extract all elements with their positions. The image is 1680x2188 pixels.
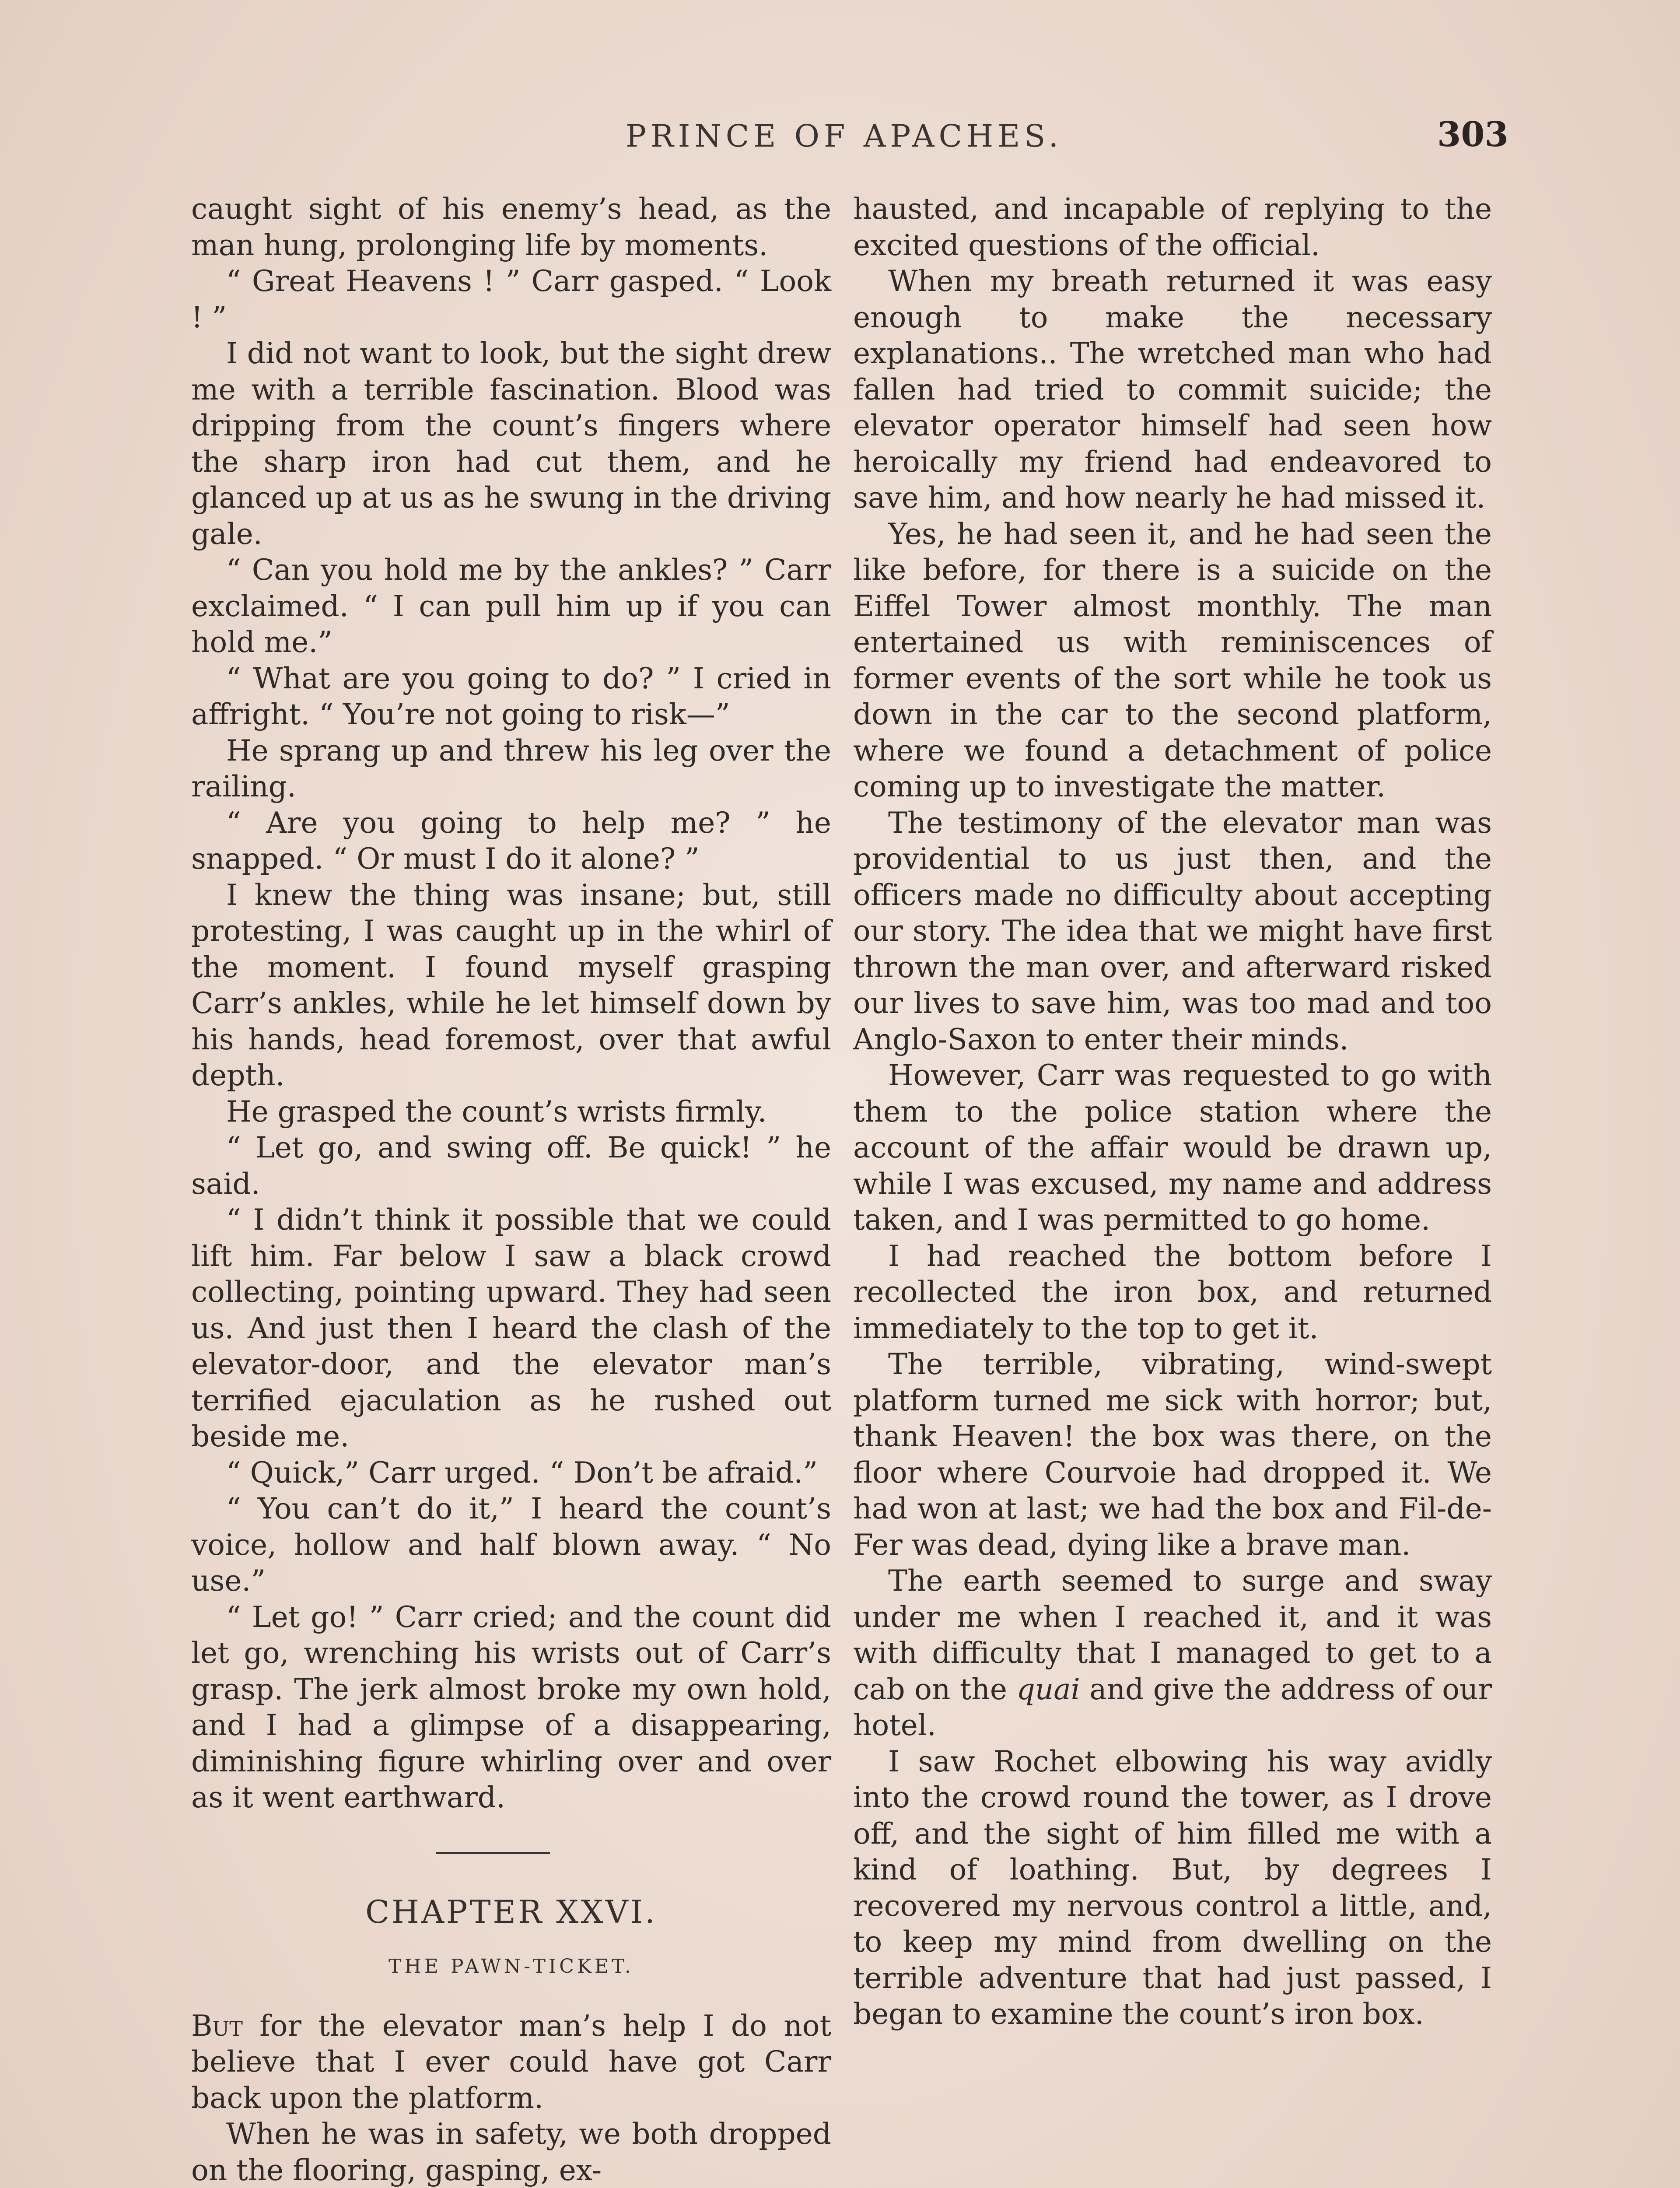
paragraph: “ I didn’t think it possible that we could lift him. Far below I saw a black crowd collecting, pointing upward. They had seen us. And just then I heard the clash of the elevator-door, and the elevator man’s terrified ejaculation as he rushed out beside me. (191, 1203, 831, 1453)
paragraph: When he was in safety, we both dropped on the flooring, gasping, ex- (191, 2117, 831, 2187)
paragraph: When my breath returned it was easy enough to make the necessary explanations.. The wretched man who had fallen had tried to commit suicide; the elevator operator himself had seen how heroically my friend had endeavored to save him, and how nearly he had missed it. (853, 264, 1492, 515)
right-column (853, 191, 1492, 2033)
paragraph (853, 1563, 1492, 1744)
paragraph-text: The earth seemed to surge and sway under me when I reached it, and it was with difficulty that I managed to get to a cab on the (853, 1564, 1492, 1706)
paragraph: “ Let go, and swing off. Be quick! ” he said. (191, 1131, 831, 1201)
paragraph: caught sight of his enemy’s head, as the man hung, prolonging life by moments. (191, 192, 831, 262)
paragraph: “ You can’t do it,” I heard the count’s voice, hollow and half blown away. “ No use.” (191, 1492, 831, 1598)
left-column (191, 191, 831, 2188)
chapter-subtitle: THE PAWN-TICKET. (388, 1955, 634, 1978)
paragraph: I saw Rochet elbowing his way avidly into the crowd round the tower, as I drove off, and the sight of him filled me with a kind of loathing. But, by degrees I recovered my nervous control a little, and, to keep my mind from dwelling on the terrible adventure that had just passed, I began to examine the count’s iron box. (853, 1744, 1492, 2031)
paragraph: “ What are you going to do? ” I cried in affright. “ You’re not going to risk—” (191, 661, 831, 731)
paragraph: “ Quick,” Carr urged. “ Don’t be afraid.” (226, 1455, 818, 1490)
italic-word: quai (1016, 1672, 1080, 1706)
paragraph: However, Carr was requested to go with them to the police station where the account of the affair would be drawn up, while I was excused, my name and address taken, and I was permitted to go home. (853, 1059, 1492, 1237)
paragraph-text: and give the address of our hotel. (853, 1672, 1492, 1742)
paragraph: “ Great Heavens ! ” Carr gasped. “ Look ! ” (191, 264, 831, 334)
paragraph: He grasped the count’s wrists firmly. (226, 1094, 767, 1129)
paragraph: hausted, and incapable of replying to the excited questions of the official. (853, 192, 1492, 262)
chapter-opening-paragraph (191, 2008, 831, 2117)
paragraph: “ Are you going to help me? ” he snapped. “ Or must I do it alone? ” (191, 806, 831, 876)
paragraph: Yes, he had seen it, and he had seen the like before, for there is a suicide on the Eiffel Tower almost monthly. The man entertained us with reminiscences of former events of the sort while he took us down in the car to the second platform, where we found a detachment of police coming up to investigate the matter. (853, 517, 1492, 803)
paragraph: The terrible, vibrating, wind-swept platform turned me sick with horror; but, thank Heaven! the box was there, on the floor where Courvoie had dropped it. We had won at last; we had the box and Fil-de-Fer was dead, dying like a brave man. (853, 1347, 1492, 1562)
page-number: 303 (1437, 115, 1508, 154)
chapter-title: CHAPTER XXVI. (365, 1893, 657, 1930)
paragraph: I did not want to look, but the sight drew me with a terrible fascination. Blood was dripping from the count’s fingers where the sharp iron had cut them, and he glanced up at us as he swung in the driving gale. (191, 337, 831, 551)
paragraph: The testimony of the elevator man was providential to us just then, and the officers made no difficulty about accepting our story. The idea that we might have first thrown the man over, and afterward risked our lives to save him, was too mad and too Anglo-Saxon to enter their minds. (853, 806, 1492, 1056)
drop-word: But (191, 2009, 243, 2043)
paragraph: “ Let go! ” Carr cried; and the count did let go, wrenching his wrists out of Carr’s grasp. The jerk almost broke my own hold, and I had a glimpse of a disappearing, diminishing figure whirling over and over as it went earthward. (191, 1600, 831, 1814)
paragraph: I had reached the bottom before I recollected the iron box, and returned immediately to the top to get it. (853, 1239, 1492, 1345)
paragraph: I knew the thing was insane; but, still protesting, I was caught up in the whirl of the moment. I found myself grasping Carr’s ankles, while he let himself down by his hands, head foremost, over that awful depth. (191, 878, 831, 1092)
running-title: PRINCE OF APACHES. (626, 118, 1063, 154)
paragraph-text: for the elevator man’s help I do not believe that I ever could have got Carr back upon the platform. (191, 2009, 831, 2115)
paragraph: “ Can you hold me by the ankles? ” Carr exclaimed. “ I can pull him up if you can hold me.” (191, 553, 831, 659)
paragraph: He sprang up and threw his leg over the railing. (191, 733, 831, 803)
section-divider (436, 1852, 550, 1854)
